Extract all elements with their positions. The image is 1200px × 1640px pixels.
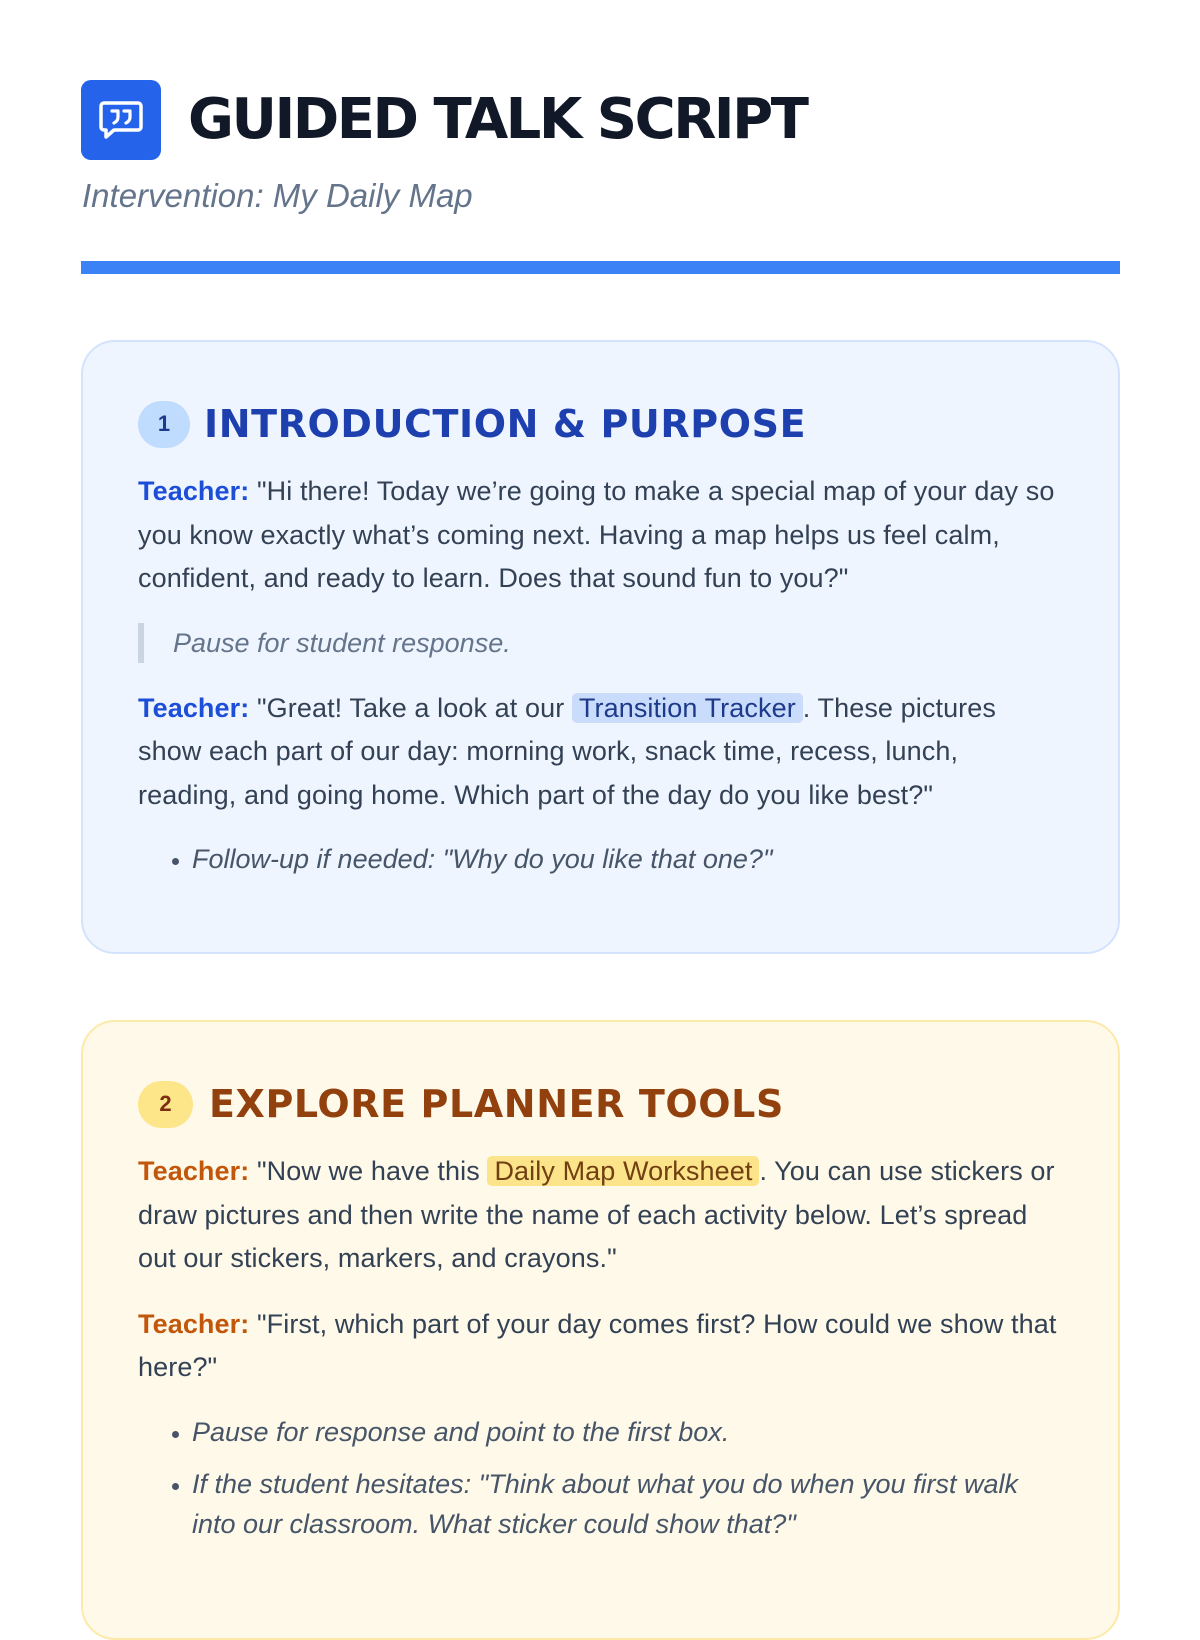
page-header [81,80,1120,230]
section-explore-planner-tools [81,1020,1120,1640]
section-title: INTRODUCTION & PURPOSE [204,402,807,446]
page-title: GUIDED TALK SCRIPT [188,87,807,152]
line-text-after: . You can use stickers or draw pictures and then write the name of each activity below. Let’s spread out our stickers, markers, and crayons." [138,1156,1055,1273]
speech-bubble-quote-icon [81,80,161,160]
section-title: EXPLORE PLANNER TOOLS [209,1082,784,1126]
teacher-line [138,470,1063,601]
page-subtitle: Intervention: My Daily Map [82,177,473,214]
step-number-badge: 2 [138,1081,193,1128]
section-introduction [81,340,1120,954]
follow-up-list [138,839,1063,879]
line-text-before: "Great! Take a look at our [249,692,572,723]
list-item: • Pause for response and point to the first box. [192,1412,1063,1452]
teacher-line [138,687,1063,818]
teacher-line [138,1150,1063,1281]
list-item: • Follow-up if needed: "Why do you like that one?" [192,839,1063,879]
line-text: "First, which part of your day comes first? How could we show that here?" [138,1308,1057,1382]
speaker-label: Teacher: [138,1156,250,1186]
speaker-label: Teacher: [138,692,250,723]
line-text: "Hi there! Today we’re going to make a special map of your day so you know exactly what’s coming next. Having a map helps us feel calm, confident, and ready to learn. Does that sound fun to you?" [138,476,1055,593]
speaker-label: Teacher: [138,476,250,506]
list-item: • If the student hesitates: "Think about what you do when you first walk into our classroom. What sticker could show that?" [192,1464,1063,1544]
header-divider [81,261,1120,274]
section-heading [138,1076,1063,1132]
section-heading [138,396,1063,452]
speaker-label: Teacher: [138,1308,250,1339]
teacher-line [138,1303,1063,1390]
highlighted-material: Daily Map Worksheet [487,1156,759,1186]
line-text-before: "Now we have this [249,1156,488,1186]
facilitation-notes-list [138,1412,1063,1544]
step-number-badge: 1 [138,401,190,448]
line-text-after: . These pictures show each part of our day: morning work, snack time, recess, lunch, reading, and going home. Which part of the day do you like best?" [138,692,996,810]
pause-note: Pause for student response. [138,623,1063,663]
highlighted-material: Transition Tracker [572,693,803,723]
